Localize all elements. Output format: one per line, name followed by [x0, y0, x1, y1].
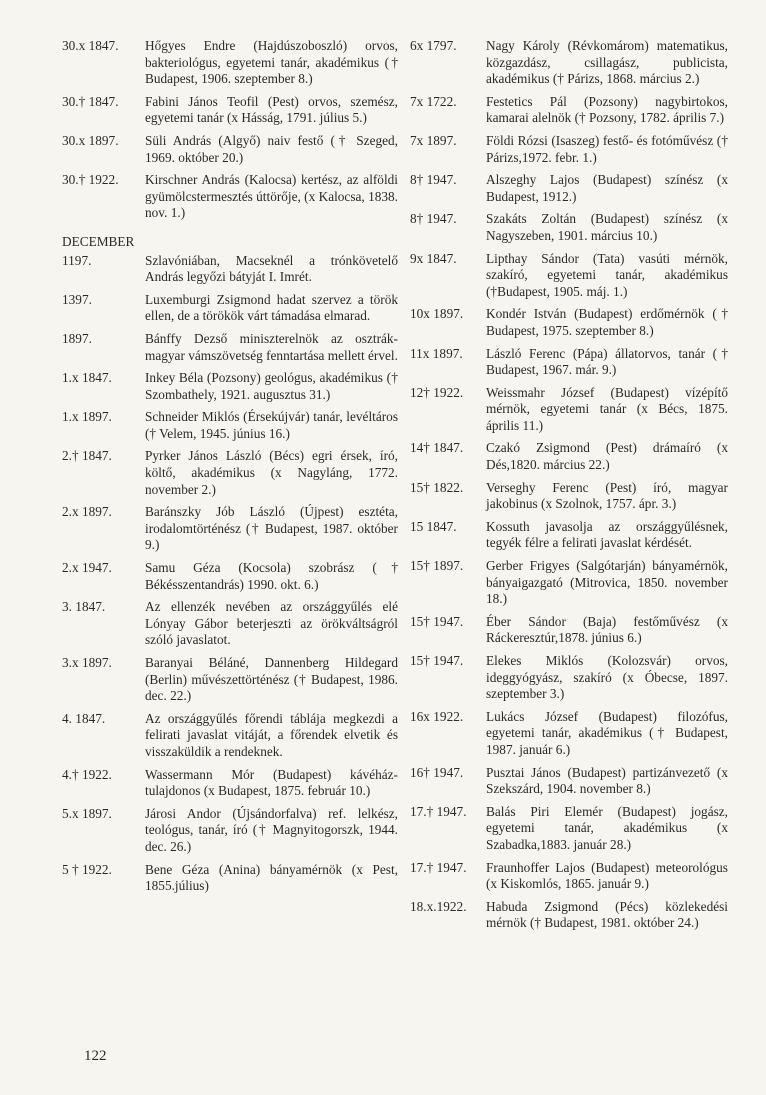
entry-text: Alszeghy Lajos (Budapest) színész (x Budapest, 1912.): [486, 172, 728, 204]
entry: [62, 370, 398, 403]
left-column: [62, 38, 398, 901]
entry-text: Elekes Miklós (Kolozsvár) orvos, ideggyógyász, szakíró (x Óbecse, 1897. szeptember 3.): [486, 653, 728, 702]
entry-date: 15† 1947.: [410, 653, 464, 668]
entry-text: Luxemburgi Zsigmond hadat szervez a török ellen, de a törökök várt támadása elmarad.: [145, 291, 398, 324]
entry-text: Lipthay Sándor (Tata) vasúti mérnök, szakíró, egyetemi tanár, akadémikus (†Budapest, 1905. máj. 1.): [486, 250, 728, 299]
entry-date: 2.x 1897.: [62, 504, 112, 520]
entry-text: Schneider Miklós (Érsekújvár) tanár, levéltáros († Velem, 1945. június 16.): [145, 409, 398, 441]
entry: [62, 94, 398, 127]
entry-date: 6x 1797.: [410, 38, 457, 53]
entry-date: 16x 1922.: [410, 708, 464, 724]
entry-date: 30.† 1922.: [62, 172, 119, 188]
entry: [62, 409, 398, 442]
entry-text: Baranyai Béláné, Dannenberg Hildegard (Berlin) művészettörténész († Budapest, 1986. dec. 22.): [145, 655, 398, 704]
entry: [410, 440, 728, 473]
entry: [62, 560, 398, 593]
entry: [410, 133, 728, 166]
entry-text: Baránszky Jób László (Újpest) esztéta, irodalomtörténész († Budapest, 1987. október 9.): [145, 504, 398, 553]
entry-text: Az országgyűlés főrendi táblája megkezdi a felirati javaslat vitáját, a főrendek elvetik és visszaküldik a rendeknek.: [145, 710, 398, 759]
entry-date: 4. 1847.: [62, 710, 106, 726]
entry: [410, 94, 728, 127]
entry-text: Kondér István (Budapest) erdőmérnök († Budapest, 1975. szeptember 8.): [486, 306, 728, 338]
entry: [62, 253, 398, 286]
entry-date: 1197.: [62, 252, 92, 268]
entry-text: Balás Piri Elemér (Budapest) jogász, egyetemi tanár, akadémikus (x Szabadka,1883. január 28.): [486, 803, 728, 852]
entry-date: 4.† 1922.: [62, 766, 112, 782]
entry-date: 11x 1897.: [410, 345, 463, 361]
left-entries-bottom: [62, 253, 398, 895]
entry-date: 15† 1822.: [410, 479, 464, 495]
entry-text: Szlavóniában, Macseknél a trónkövetelő András legyőzi bátyját I. Imrét.: [145, 252, 398, 285]
entry: [62, 38, 398, 88]
entry-date: 12† 1922.: [410, 384, 464, 400]
entry: [410, 38, 728, 88]
entry-date: 3.x 1897.: [62, 655, 112, 670]
entry-text: Habuda Zsigmond (Pécs) közlekedési mérnök († Budapest, 1981. október 24.): [486, 898, 728, 931]
section-heading: DECEMBER: [62, 233, 135, 249]
entry-date: 1897.: [62, 330, 92, 346]
entry: [62, 292, 398, 325]
entry-text: Bánffy Dezső miniszterelnök az osztrák-magyar vámszövetség fenntartása mellett érvel.: [145, 330, 398, 363]
entry: [410, 860, 728, 893]
entry-text: Fabini János Teofil (Pest) orvos, szemész, egyetemi tanár (x Hásság, 1791. július 5.): [145, 93, 398, 126]
entry-text: Inkey Béla (Pozsony) geológus, akadémikus († Szombathely, 1921. augusztus 31.): [145, 370, 398, 402]
entry-date: 8† 1947.: [410, 172, 457, 188]
entry: [62, 862, 398, 895]
entry: [410, 709, 728, 759]
entry-date: 30.x 1897.: [62, 132, 119, 148]
entry: [62, 504, 398, 554]
entry: [410, 899, 728, 932]
entry-date: 30.† 1847.: [62, 93, 119, 109]
entry-text: Bene Géza (Anina) bányamérnök (x Pest, 1855.július): [145, 861, 398, 894]
entry-text: Nagy Károly (Révkomárom) matematikus, közgazdász, csillagász, publicista, akadémikus († Párizs, 1868. március 2.): [486, 38, 728, 87]
entry-text: Samu Géza (Kocsola) szobrász († Békésszentandrás) 1990. okt. 6.): [145, 560, 398, 592]
entry-text: László Ferenc (Pápa) állatorvos, tanár († Budapest, 1967. már. 9.): [486, 345, 728, 378]
entry-text: Süli András (Algyő) naiv festő († Szeged, 1969. október 20.): [145, 132, 398, 165]
entry: [410, 306, 728, 339]
entry: [410, 653, 728, 703]
entry-text: Az ellenzék nevében az országgyűlés elé Lónyay Gábor beterjeszti az örökváltságról szóló javaslatot.: [145, 599, 398, 648]
entry-text: Hőgyes Endre (Hajdúszoboszló) orvos, bakteriológus, egyetemi tanár, akadémikus († Budapest, 1906. szeptember 8.): [145, 38, 398, 87]
entry: [62, 172, 398, 222]
entry-text: Verseghy Ferenc (Pest) író, magyar jakobinus (x Szolnok, 1757. ápr. 3.): [486, 479, 728, 512]
entry-text: Földi Rózsi (Isaszeg) festő- és fotóművész († Párizs,1972. febr. 1.): [486, 132, 728, 165]
right-column: [410, 38, 728, 938]
entry-date: 5 † 1922.: [62, 861, 112, 877]
entry-date: 16† 1947.: [410, 764, 464, 780]
entry-date: 15† 1897.: [410, 558, 464, 574]
entry-text: Éber Sándor (Baja) festőművész (x Ráckeresztúr,1878. június 6.): [486, 613, 728, 646]
entry-text: Weissmahr József (Budapest) vízépítő mérnök, egyetemi tanár (x Bécs, 1875. április 11.): [486, 384, 728, 433]
entry: [62, 133, 398, 166]
entry-text: Fraunhoffer Lajos (Budapest) meteorológus (x Kiskomlós, 1865. január 9.): [486, 859, 728, 892]
entry-date: 15† 1947.: [410, 613, 464, 629]
entry: [62, 448, 398, 498]
entry-date: 10x 1897.: [410, 306, 464, 322]
page-number: 122: [84, 1048, 107, 1064]
entry-date: 18.x.1922.: [410, 898, 467, 914]
entry-date: 1397.: [62, 291, 92, 307]
entry-date: 5.x 1897.: [62, 805, 112, 821]
entry-text: Festetics Pál (Pozsony) nagybirtokos, kamarai alelnök († Pozsony, 1782. április 7.): [486, 93, 728, 126]
entry: [410, 558, 728, 608]
entry: [410, 804, 728, 854]
entry-date: 17.† 1947.: [410, 803, 467, 819]
entry: [62, 806, 398, 856]
entry-date: 9x 1847.: [410, 250, 457, 266]
entry-date: 30.x 1847.: [62, 38, 119, 53]
entry: [410, 172, 728, 205]
entry-date: 15 1847.: [410, 518, 457, 534]
entry-text: Pyrker János László (Bécs) egri érsek, író, költő, akadémikus (x Nagyláng, 1772. november 2.): [145, 448, 398, 497]
entry-date: 14† 1847.: [410, 440, 464, 456]
entry: [410, 614, 728, 647]
entry: [410, 480, 728, 513]
entry-text: Gerber Frigyes (Salgótarján) bányamérnök, bányaigazgató (Mitrovica, 1850. november 18.): [486, 558, 728, 607]
entry: [62, 767, 398, 800]
left-entries-top: [62, 38, 398, 222]
entry-text: Kirschner András (Kalocsa) kertész, az alföldi gyümölcstermesztés úttörője, (x Kalocsa, 1838. nov. 1.): [145, 172, 398, 221]
entry-text: Czakó Zsigmond (Pest) drámaíró (x Dés,1820. március 22.): [486, 440, 728, 473]
entry-date: 17.† 1947.: [410, 859, 467, 875]
entry-date: 7x 1722.: [410, 93, 457, 109]
entry-text: Járosi Andor (Újsándorfalva) ref. lelkész, teológus, tanár, író († Magnyitogorszk, 1944. dec. 26.): [145, 805, 398, 854]
entry: [410, 211, 728, 244]
entry: [62, 655, 398, 705]
entry: [410, 251, 728, 301]
right-entries: [410, 38, 728, 932]
entry-date: 3. 1847.: [62, 599, 106, 615]
entry-date: 1.x 1847.: [62, 370, 112, 386]
entry-date: 2.† 1847.: [62, 448, 112, 464]
entry: [62, 711, 398, 761]
entry-text: Pusztai János (Budapest) partizánvezető (x Szekszárd, 1904. november 8.): [486, 764, 728, 797]
entry-date: 2.x 1947.: [62, 560, 112, 576]
entry-text: Kossuth javasolja az országgyűlésnek, tegyék félre a felirati javaslat kérdését.: [486, 518, 728, 551]
entry: [410, 519, 728, 552]
entry-text: Wassermann Mór (Budapest) kávéház-tulajdonos (x Budapest, 1875. február 10.): [145, 766, 398, 799]
entry: [410, 385, 728, 435]
entry: [62, 331, 398, 364]
entry-text: Lukács József (Budapest) filozófus, egyetemi tanár, akadémikus († Budapest, 1987. január 6.): [486, 708, 728, 757]
entry-date: 7x 1897.: [410, 132, 457, 148]
entry-date: 1.x 1897.: [62, 409, 112, 425]
entry: [410, 346, 728, 379]
entry: [410, 765, 728, 798]
entry: [62, 599, 398, 649]
entry-text: Szakáts Zoltán (Budapest) színész (x Nagyszeben, 1901. március 10.): [486, 211, 728, 243]
entry-date: 8† 1947.: [410, 211, 457, 227]
